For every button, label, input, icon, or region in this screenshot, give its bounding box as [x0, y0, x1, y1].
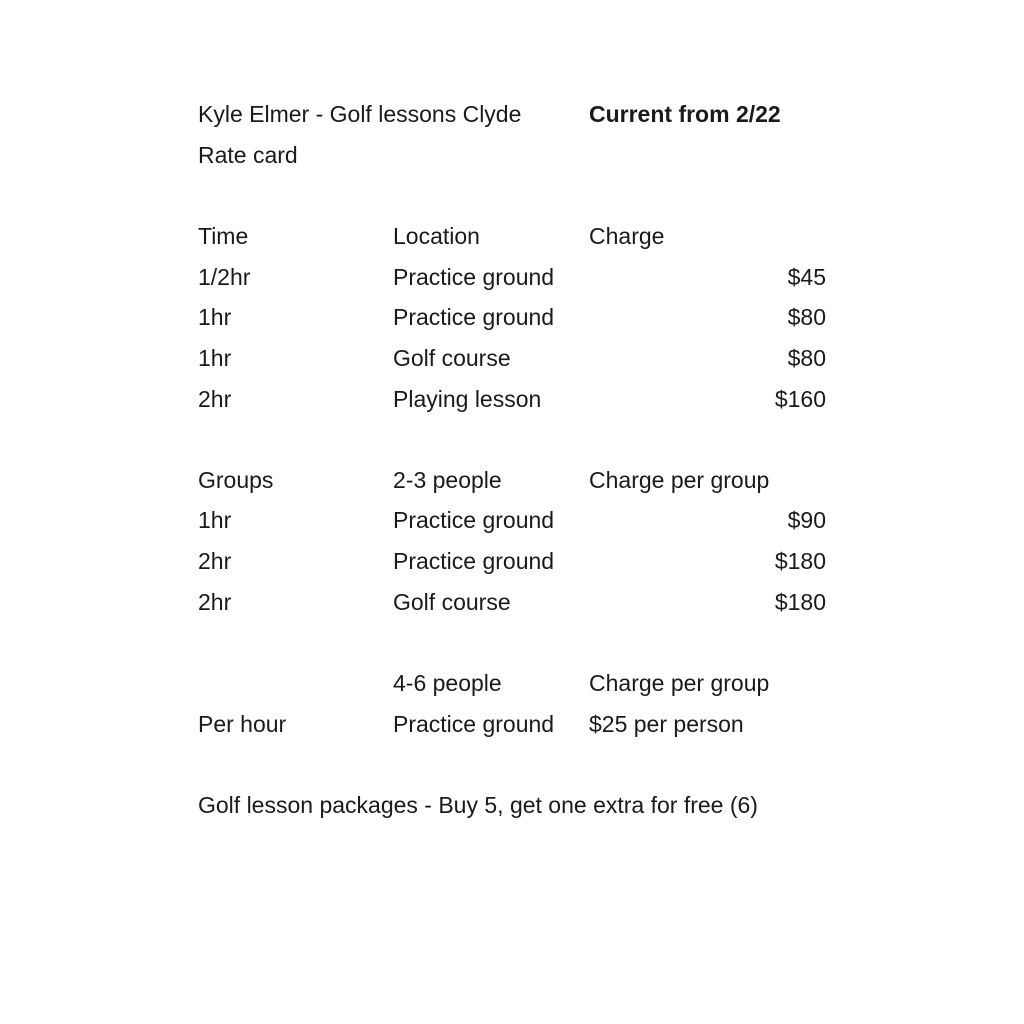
row-time: 2hr [198, 386, 232, 412]
row-location: Practice ground [393, 264, 555, 290]
group-size-header: 4-6 people [393, 670, 502, 696]
row-charge: $80 [787, 345, 826, 371]
row-time: 1/2hr [198, 264, 251, 290]
charge-header: Charge [589, 223, 665, 249]
charge-per-group-header: Charge per group [589, 670, 770, 696]
row-time: 2hr [198, 589, 232, 615]
row-time: Per hour [198, 711, 287, 737]
document-title: Kyle Elmer - Golf lessons Clyde [198, 101, 522, 127]
location-header: Location [393, 223, 480, 249]
current-date-label: Current from 2/22 [589, 101, 781, 127]
groups-header: Groups [198, 467, 274, 493]
time-header: Time [198, 223, 249, 249]
row-location: Practice ground [393, 507, 555, 533]
group-size-header: 2-3 people [393, 467, 502, 493]
row-charge: $180 [774, 548, 826, 574]
row-time: 1hr [198, 304, 232, 330]
row-time: 1hr [198, 507, 232, 533]
row-charge: $80 [787, 304, 826, 330]
row-location: Golf course [393, 345, 511, 371]
charge-per-group-header: Charge per group [589, 467, 770, 493]
row-time: 1hr [198, 345, 232, 371]
row-charge: $90 [787, 507, 826, 533]
row-time: 2hr [198, 548, 232, 574]
row-charge: $180 [774, 589, 826, 615]
row-location: Practice ground [393, 304, 555, 330]
row-charge: $160 [774, 386, 826, 412]
row-location: Playing lesson [393, 386, 542, 412]
rate-card-subtitle: Rate card [198, 142, 298, 168]
row-charge: $25 per person [589, 711, 744, 737]
row-location: Practice ground [393, 548, 555, 574]
row-charge: $45 [787, 264, 826, 290]
row-location: Practice ground [393, 711, 555, 737]
packages-text: Golf lesson packages - Buy 5, get one extra for free (6) [198, 792, 758, 818]
row-location: Golf course [393, 589, 511, 615]
